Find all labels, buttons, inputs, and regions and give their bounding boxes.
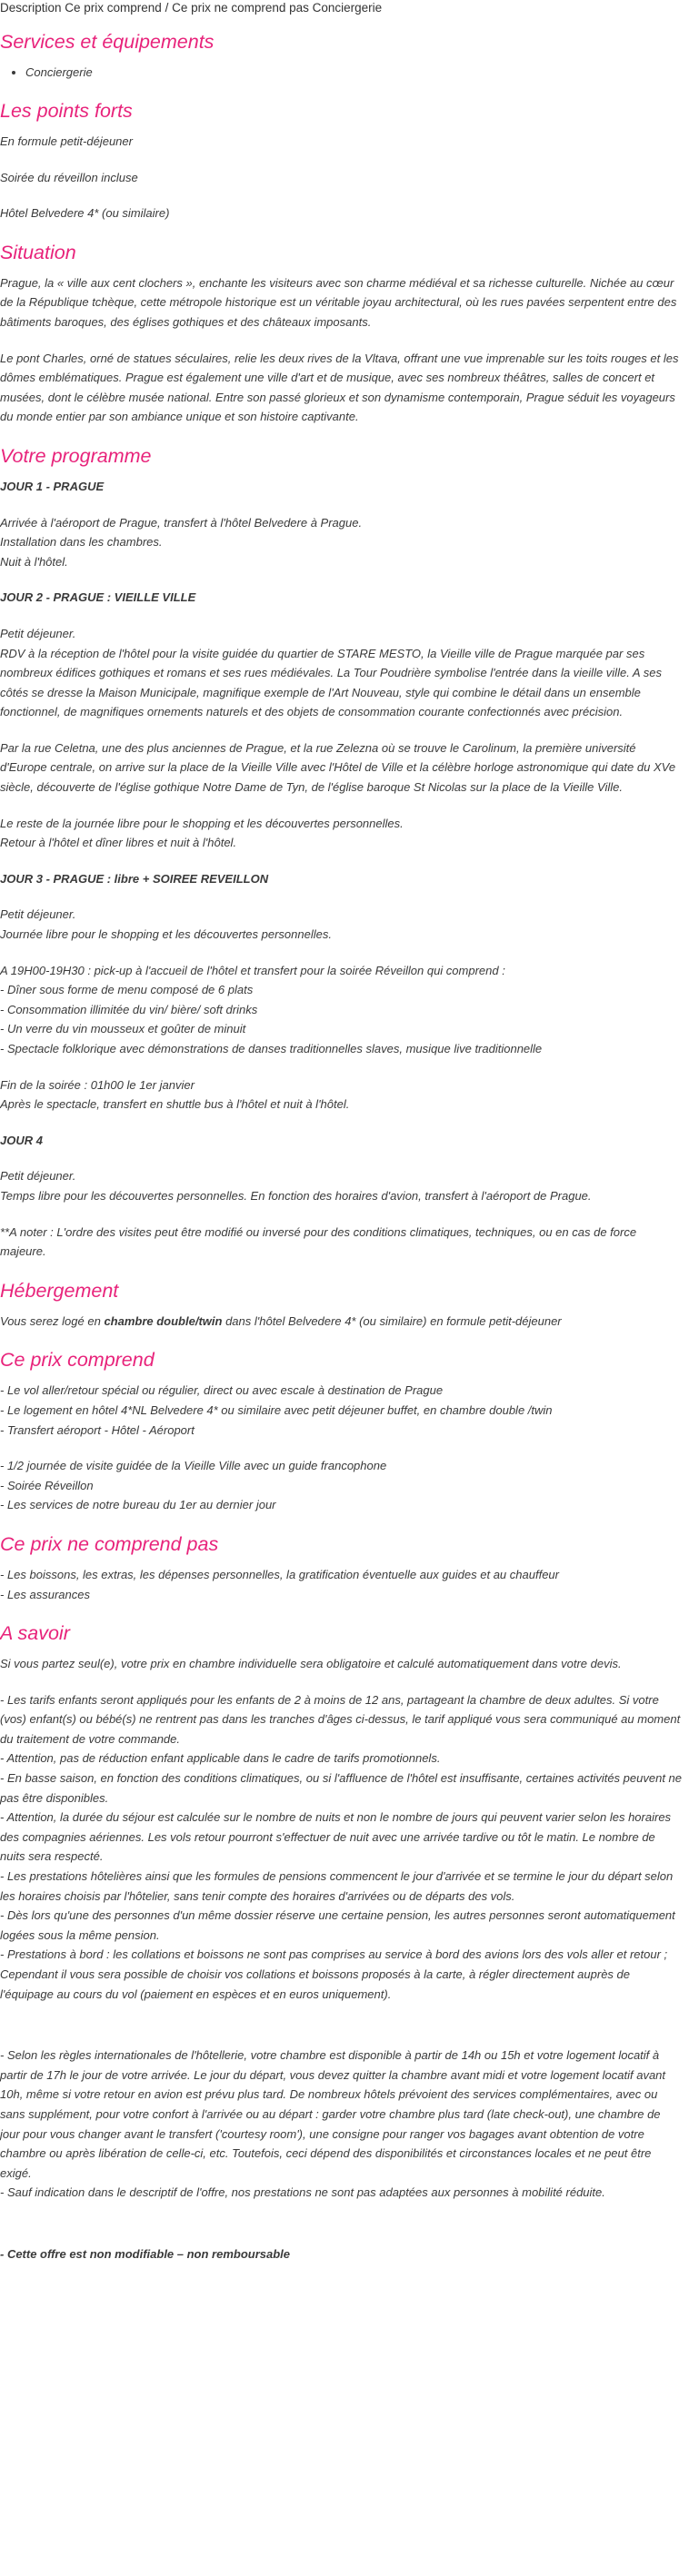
list-item: • Conciergerie [25,63,682,82]
day-heading: JOUR 1 - PRAGUE [0,479,105,493]
ne-comprend-title: Ce prix ne comprend pas [0,1532,219,1555]
text-paragraph: Par la rue Celetna, une des plus anciennes de Prague, et la rue Zelezna où se trouve le Carolinum, la première université d'Europe centrale, on arrive sur la place de la Vieille Ville avec l'Hôtel de Ville et la célèbre horloge astronomique qui date du XVe siècle, découverte de l'église gothique Notre Dame de Tyn, de l'église baroque St Nicolas sur la place de la Vieille Ville. [0,740,676,795]
text-paragraph: RDV à la réception de l'hôtel pour la visite guidée du quartier de STARE MESTO, la Vieille ville de Prague marquée par ses nombreux édifices gothiques et romans et ses rues médiévales. La Tour Poudrière symbolise l'entrée dans la vieille ville. A ses côtés se dresse la Maison Municipale, magnifique exemple de l'Art Nouveau, style qui combine le détail dans un ensemble fonctionnel, de magnifiques ornements naturels et des objets de consommation courante confectionnés avec précision. [0,646,662,719]
hebergement-text [0,1312,682,1332]
points-title: Les points forts [0,100,133,122]
text-line: - Les boissons, les extras, les dépenses personnelles, la gratification éventuelle aux guides et au chauffeur [0,1567,559,1581]
text-line: - Consommation illimitée du vin/ bière/ soft drinks [0,1002,258,1016]
text-line: Arrivée à l'aéroport de Prague, transfert à l'hôtel Belvedere à Prague. [0,515,363,530]
text-line: Petit déjeuner. [0,1169,76,1184]
room-type: chambre double/twin [104,1313,223,1328]
text-line: - Prestations à bord : les collations et boissons ne sont pas comprises au service à bord des avions lors des vols aller et retour ; Cependant il vous sera possible de choisir vos collations et boissons proposés à la carte, à régler directement auprès de l'équipage au cours du vol (paiement en espèces et en euros uniquement). [0,1947,668,2001]
text-line: - Le logement en hôtel 4*NL Belvedere 4* ou similaire avec petit déjeuner buffet, en chambre double /twin [0,1402,553,1417]
text-line: - Dîner sous forme de menu composé de 6 plats [0,983,254,997]
ne-comprend-list [0,1565,682,1604]
note: **A noter : L'ordre des visites peut être modifié ou inversé pour des conditions climatiques, techniques, ou en cas de force majeure. [0,1224,637,1259]
text-line: - Les tarifs enfants seront appliqués pour les enfants de 2 à moins de 12 ans, partageant la chambre de deux adultes. Si votre (vos) enfant(s) ou bébé(s) ne rentrent pas dans les tranches d'âges ci-dessus, le tarif appliqué vous sera communiqué au moment du traitement de votre commande. [0,1692,681,1746]
comprend-title: Ce prix comprend [0,1349,155,1372]
day-heading: JOUR 3 - PRAGUE : libre + SOIREE REVEILLON [0,871,269,886]
points-list [0,132,682,223]
text-line: - Attention, pas de réduction enfant applicable dans le cadre de tarifs promotionnels. [0,1751,441,1766]
offer-notice: - Cette offre est non modifiable – non remboursable [0,2246,291,2261]
text-line: Temps libre pour les découvertes personnelles. En fonction des horaires d'avion, transfert à l'aéroport de Prague. [0,1188,592,1203]
hebergement-text-end: dans l'hôtel Belvedere 4* (ou similaire) en formule petit-déjeuner [222,1313,562,1328]
hebergement-title: Hébergement [0,1279,119,1302]
text-line: Après le spectacle, transfert en shuttle bus à l'hôtel et nuit à l'hôtel. [0,1097,350,1112]
text-line: - Spectacle folklorique avec démonstrations de danses traditionnelles slaves, musique live traditionnelle [0,1042,543,1055]
day-content [0,961,682,1059]
text-line: Installation dans les chambres. [0,535,163,550]
text-line: Petit déjeuner. [0,626,76,640]
text-line: - Soirée Réveillon [0,1478,94,1492]
list-item: Soirée du réveillon incluse [0,170,138,184]
text-line: - Transfert aéroport - Hôtel - Aéroport [0,1422,195,1437]
day-content [0,905,682,944]
hebergement-text-start: Vous serez logé en [0,1313,105,1328]
text-line: Journée libre pour le shopping et les découvertes personnelles. [0,927,332,942]
list-item: En formule petit-déjeuner [0,134,133,148]
services-list [0,63,682,82]
text-line: Petit déjeuner. [0,907,76,922]
text-line: - Les services de notre bureau du 1er au dernier jour [0,1498,276,1512]
comprend-list [0,1381,682,1440]
text-line: - En basse saison, en fonction des conditions climatiques, ou si l'affluence de l'hôtel est insuffisante, certaines activités peuvent ne pas être disponibles. [0,1771,683,1805]
list-item: Hôtel Belvedere 4* (ou similaire) [0,206,170,221]
comprend-list [0,1456,682,1515]
text-line: - Sauf indication dans le descriptif de l'offre, nos prestations ne sont pas adaptées aux personnes à mobilité réduite. [0,2185,605,2200]
text-line: Nuit à l'hôtel. [0,554,68,569]
breadcrumb: Description Ce prix comprend / Ce prix ne comprend pas Conciergerie [0,1,383,15]
text-line: - 1/2 journée de visite guidée de la Vieille Ville avec un guide francophone [0,1459,387,1473]
day-content [0,1075,682,1115]
text-line: - Les prestations hôtelières ainsi que les formules de pensions commencent le jour d'arrivée et se termine le jour du départ selon les horaires choisis par l'hôtelier, sans tenir compte des horaires d'arrivées ou de départs des vols. [0,1869,674,1903]
day-content [0,624,682,722]
text-line: Fin de la soirée : 01h00 le 1er janvier [0,1077,195,1092]
spacer [0,2020,682,2046]
text-line: - Les assurances [0,1587,90,1601]
text-line: - Le vol aller/retour spécial ou régulier, direct ou avec escale à destination de Prague [0,1383,444,1398]
day-heading: JOUR 4 [0,1133,43,1147]
a-savoir-title: A savoir [0,1622,70,1645]
text-paragraph: Si vous partez seul(e), votre prix en chambre individuelle sera obligatoire et calculé automatiquement dans votre devis. [0,1657,622,1671]
situation-title: Situation [0,241,76,263]
programme-title: Votre programme [0,444,152,467]
situation-paragraph: Le pont Charles, orné de statues séculaires, relie les deux rives de la Vltava, offrant une vue imprenable sur les toits rouges et les dômes emblématiques. Prague est également une ville d'art et de musique, avec ses nombreux théâtres, salles de concert et musées, dont le célèbre musée national. Entre son passé glorieux et son dynamisme contemporain, Prague séduit les voyageurs du monde entier par son ambiance unique et son histoire captivante. [0,351,679,424]
day-content [0,814,682,853]
situation-paragraph: Prague, la « ville aux cent clochers », enchante les visiteurs avec son charme médiéval et sa richesse culturelle. Nichée au cœur de la République tchèque, cette métropole historique est un véritable joyau architectural, où les rues pavées serpentent entre des bâtiments baroques, des églises gothiques et des châteaux imposants. [0,275,677,329]
text-line: Retour à l'hôtel et dîner libres et nuit à l'hôtel. [0,836,237,850]
text-line: - Attention, la durée du séjour est calculée sur le nombre de nuits et non le nombre de jours qui peuvent varier selon les horaires des compagnies aériennes. Les vols retour pourront s'effectuer de nuit avec une arrivée tardive ou tôt le matin. Le nombre de nuits sera respecté. [0,1810,672,1864]
text-line: - Dès lors qu'une des personnes d'un même dossier réserve une certaine pension, les autres personnes seront automatiquement logées sous la même pension. [0,1908,675,1942]
text-line: - Selon les règles internationales de l'hôtellerie, votre chambre est disponible à partir de 14h ou 15h et votre logement locatif à partir de 17h le jour de votre arrivée. Le jour du départ, vous devez quitter la chambre avant midi et votre logement locatif avant 10h, même si votre retour en avion est prévu plus tard. De nombreux hôtels prévoient des services complémentaires, avec ou sans supplément, pour votre confort à l'arrivée ou au départ : garder votre chambre plus tard (late check-out), une chambre de jour pour vous changer avant le transfert ('courtesy room'), une consigne pour ranger vos bagages avant obtention de votre chambre ou après libération de celle-ci, etc. Toutefois, ceci dépend des disponibilités et circonstances locales et ne peut être exigé. [0,2048,666,2180]
day-content [0,1166,682,1205]
a-savoir-list [0,2046,682,2203]
text-line: - Un verre du vin mousseux et goûter de minuit [0,1022,246,1036]
text-line: Le reste de la journée libre pour le shopping et les découvertes personnelles. [0,816,404,830]
day-content [0,513,682,572]
a-savoir-list [0,1690,682,2005]
services-title: Services et équipements [0,31,215,53]
text-line: A 19H00-19H30 : pick-up à l'accueil de l'hôtel et transfert pour la soirée Réveillon qui comprend : [0,963,505,977]
day-heading: JOUR 2 - PRAGUE : VIEILLE VILLE [0,590,196,605]
